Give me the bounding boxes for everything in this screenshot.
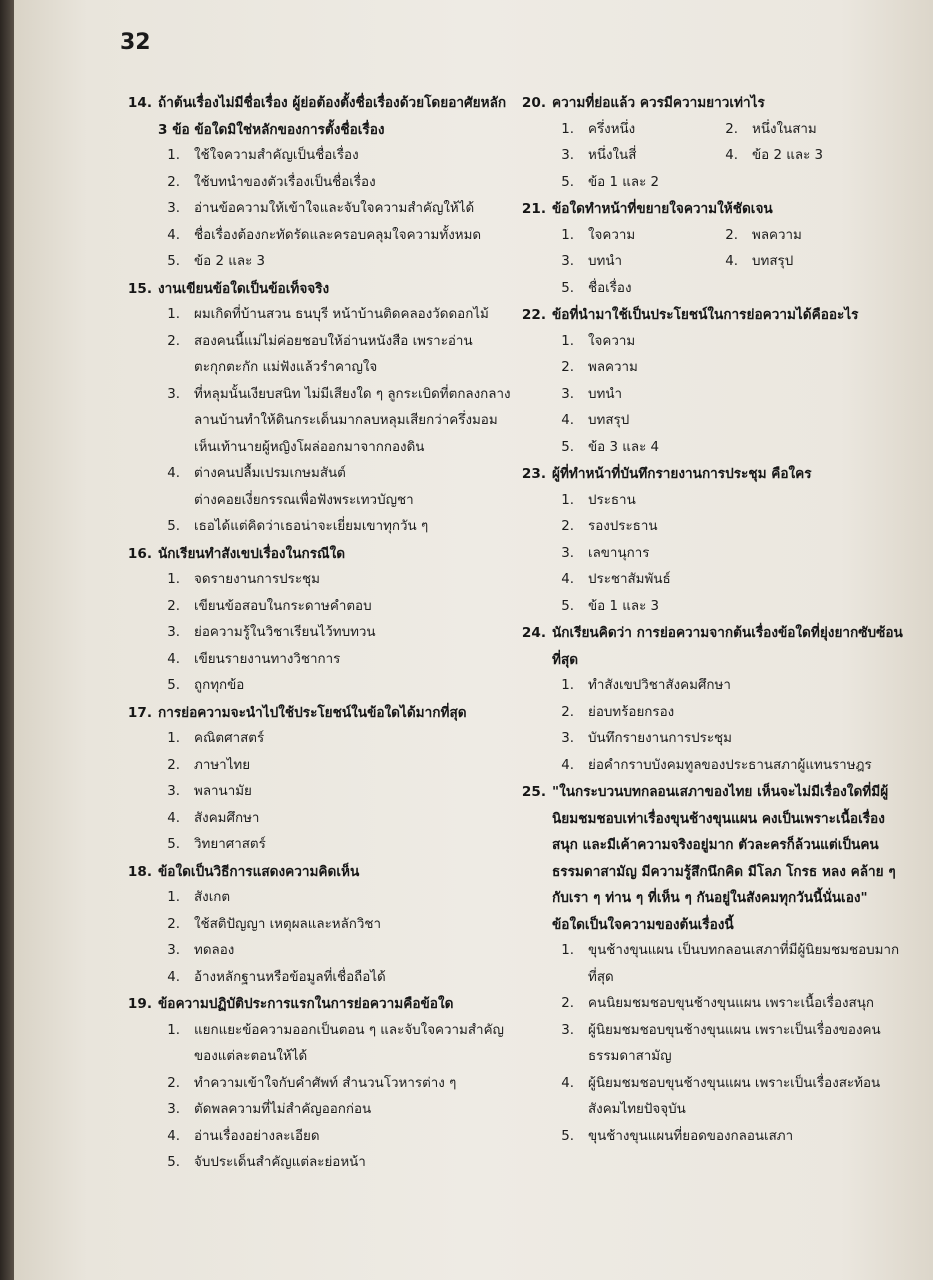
answer-option xyxy=(116,249,514,276)
question-heading xyxy=(116,276,514,303)
question-number: 22. xyxy=(521,307,546,323)
answer-option xyxy=(116,753,514,780)
question-text: ข้อใดเป็นวิธีการแสดงความคิดเห็น xyxy=(158,863,360,880)
option-grid xyxy=(510,117,910,197)
option-number: 1. xyxy=(561,943,574,958)
option-number: 4. xyxy=(167,466,180,481)
option-number: 5. xyxy=(167,837,180,852)
answer-option xyxy=(116,806,514,833)
option-number: 4. xyxy=(725,254,738,269)
answer-option xyxy=(510,567,910,594)
option-number: 1. xyxy=(167,890,180,905)
answer-option xyxy=(510,382,910,409)
option-number: 4. xyxy=(561,757,574,773)
answer-option xyxy=(510,170,710,197)
answer-option xyxy=(510,276,710,303)
question-number: 18. xyxy=(127,863,152,880)
answer-option xyxy=(510,355,910,382)
option-number: 4. xyxy=(725,148,738,163)
question-heading xyxy=(116,991,514,1018)
option-number: 5. xyxy=(561,598,574,614)
option-number: 1. xyxy=(561,333,574,349)
question-heading xyxy=(510,620,910,673)
option-number: 2. xyxy=(561,704,574,720)
book-page xyxy=(14,0,933,1280)
option-number: 3. xyxy=(561,545,574,561)
answer-option xyxy=(510,1124,910,1151)
question-heading xyxy=(510,302,910,329)
answer-option xyxy=(510,329,910,356)
option-number: 1. xyxy=(167,307,180,322)
option-text: ขุนช้างขุนแผน เป็นบทกลอนเสภาที่มีผู้นิยมชมชอบมากที่สุด xyxy=(588,943,900,985)
answer-option xyxy=(116,1150,514,1177)
answer-option xyxy=(116,170,514,197)
answer-option xyxy=(510,991,910,1018)
answer-option xyxy=(510,117,710,144)
question-text: ถ้าต้นเรื่องไม่มีชื่อเรื่อง ผู้ย่อต้องตั้งชื่อเรื่องด้วยโดยอาศัยหลัก 3 ข้อ ข้อใดมิใช่หลักของการตั้งชื่อเรื่อง xyxy=(158,95,507,138)
answer-option xyxy=(116,1071,514,1098)
question-block xyxy=(510,779,910,1150)
option-number: 3. xyxy=(561,731,574,746)
question-number: 25. xyxy=(521,784,546,800)
option-number: 2. xyxy=(167,598,180,614)
question-text: งานเขียนข้อใดเป็นข้อเท็จจริง xyxy=(158,280,330,297)
option-text: ชื่อเรื่อง xyxy=(588,280,632,296)
answer-option xyxy=(116,382,514,462)
answer-option xyxy=(510,594,910,621)
option-grid xyxy=(510,223,910,303)
question-number: 23. xyxy=(521,466,546,482)
option-number: 1. xyxy=(167,572,180,587)
answer-option xyxy=(116,594,514,621)
option-number: 3. xyxy=(167,386,180,402)
question-block xyxy=(116,859,514,992)
answer-option xyxy=(116,673,514,700)
question-block xyxy=(510,302,910,461)
option-text: สองคนนี้แม่ไม่ค่อยชอบให้อ่านหนังสือ เพราะอ่านตะกุกตะกัก แม่ฟังแล้วรำคาญใจ xyxy=(194,333,473,375)
option-number: 3. xyxy=(167,784,180,799)
answer-option xyxy=(116,1124,514,1151)
option-text: ภาษาไทย xyxy=(194,757,251,773)
option-text: อ่านเรื่องอย่างละเอียด xyxy=(194,1128,320,1144)
option-number: 4. xyxy=(167,810,180,826)
question-number: 17. xyxy=(127,704,152,721)
answer-option xyxy=(116,514,514,541)
option-text: ถูกทุกข้อ xyxy=(194,678,245,693)
option-number: 1. xyxy=(167,1022,180,1038)
option-number: 3. xyxy=(561,386,574,402)
option-text: ประชาสัมพันธ์ xyxy=(588,572,671,587)
option-text: ใจความ xyxy=(588,333,636,349)
answer-option xyxy=(510,673,910,700)
question-number: 19. xyxy=(127,996,152,1012)
option-text: เขียนรายงานทางวิชาการ xyxy=(194,651,341,667)
option-text: ใช้ใจความสำคัญเป็นชื่อเรื่อง xyxy=(194,148,359,163)
option-text: บทนำ xyxy=(588,254,622,269)
option-text: ผมเกิดที่บ้านสวน ธนบุรี หน้าบ้านติดคลองวัดดอกไม้ xyxy=(194,307,489,322)
option-number: 2. xyxy=(167,333,180,349)
question-block xyxy=(510,196,910,302)
answer-option xyxy=(510,408,910,435)
question-block xyxy=(510,461,910,620)
answer-option xyxy=(710,117,910,144)
book-binding xyxy=(0,0,14,1280)
question-heading xyxy=(116,90,514,143)
option-text: ข้อ 2 และ 3 xyxy=(752,148,824,163)
option-number: 3. xyxy=(167,625,180,640)
option-text: ย่อบทร้อยกรอง xyxy=(588,704,675,720)
answer-option xyxy=(116,196,514,223)
right-column xyxy=(510,90,910,1150)
option-text: เธอได้แต่คิดว่าเธอน่าจะเยี่ยมเขาทุกวัน ๆ xyxy=(194,519,429,534)
answer-option xyxy=(510,223,710,250)
answer-option xyxy=(510,1071,910,1124)
option-number: 2. xyxy=(561,360,574,375)
answer-option xyxy=(116,1018,514,1071)
option-text: ข้อ 3 และ 4 xyxy=(588,439,660,455)
answer-option xyxy=(116,567,514,594)
question-block xyxy=(510,620,910,779)
option-text: ทำความเข้าใจกับคำศัพท์ สำนวนโวหารต่าง ๆ xyxy=(194,1075,457,1091)
question-text: ข้อที่นำมาใช้เป็นประโยชน์ในการย่อความได้คืออะไร xyxy=(552,307,859,323)
option-text: หนึ่งในสาม xyxy=(752,121,817,137)
option-text: คนนิยมชมชอบขุนช้างขุนแผน เพราะเนื้อเรื่องสนุก xyxy=(588,996,874,1011)
question-text: ความที่ย่อแล้ว ควรมีความยาวเท่าไร xyxy=(552,95,765,111)
question-text: ข้อความปฏิบัติประการแรกในการย่อความคือข้อใด xyxy=(158,996,454,1012)
question-block xyxy=(116,90,514,276)
option-number: 1. xyxy=(561,492,574,508)
option-text: บทนำ xyxy=(588,386,622,402)
option-number: 5. xyxy=(561,280,574,296)
option-text: ผู้นิยมชมชอบขุนช้างขุนแผน เพราะเป็นเรื่องของคนธรรมดาสามัญ xyxy=(588,1022,881,1064)
option-text: เขียนข้อสอบในกระดาษคำตอบ xyxy=(194,598,372,614)
option-text: ใช้บทนำของตัวเรื่องเป็นชื่อเรื่อง xyxy=(194,174,376,190)
option-text: ครึ่งหนึ่ง xyxy=(588,121,636,137)
option-text: ชื่อเรื่องต้องกะทัดรัดและครอบคลุมใจความทั้งหมด xyxy=(194,227,482,243)
option-text: พลความ xyxy=(588,360,638,375)
option-text: ตัดพลความที่ไม่สำคัญออกก่อน xyxy=(194,1102,372,1117)
option-text: ข้อ 1 และ 2 xyxy=(588,174,660,190)
answer-option xyxy=(510,435,910,462)
answer-option xyxy=(116,302,514,329)
question-text: "ในกระบวนบทกลอนเสภาของไทย เห็นจะไม่มีเรื่องใดที่มีผู้นิยมชมชอบเท่าเรื่องขุนช้างขุนแผน คงเป็นเพราะเนื้อเรื่องสนุก และมีเค้าความจริงอยู่มาก ตัวละครก็ล้วนแต่เป็นคนธรรมดาสามัญ มีความรู้สึกนึกคิด มีโลภ โกรธ หลง คล้าย ๆกับเรา ๆ ท่าน ๆ ที่เห็น ๆ กันอยู่ในสังคมทุกวันนี้นั่นเอง" xyxy=(552,784,896,906)
option-number: 2. xyxy=(167,174,180,190)
option-text: ข้อ 1 และ 3 xyxy=(588,598,660,614)
question-number: 16. xyxy=(127,545,152,562)
answer-option xyxy=(116,885,514,912)
option-number: 5. xyxy=(561,174,574,190)
answer-option xyxy=(116,779,514,806)
option-number: 3. xyxy=(561,148,574,163)
answer-option xyxy=(510,541,910,568)
left-column xyxy=(116,90,514,1177)
option-number: 3. xyxy=(167,943,180,958)
option-text: แยกแยะข้อความออกเป็นตอน ๆ และจับใจความสำคัญของแต่ละตอนให้ได้ xyxy=(194,1022,504,1064)
question-number: 14. xyxy=(127,95,152,111)
option-text: ข้อ 2 และ 3 xyxy=(194,254,266,269)
option-number: 2. xyxy=(725,227,738,243)
option-number: 1. xyxy=(167,731,180,746)
option-text: จับประเด็นสำคัญแต่ละย่อหน้า xyxy=(194,1155,366,1170)
option-number: 3. xyxy=(561,1022,574,1038)
option-number: 1. xyxy=(561,227,574,243)
answer-option xyxy=(116,620,514,647)
option-number: 3. xyxy=(561,254,574,269)
option-text: ย่อคำกราบบังคมทูลของประธานสภาผู้แทนราษฎร xyxy=(588,757,872,773)
option-text: ขุนช้างขุนแผนที่ยอดของกลอนเสภา xyxy=(588,1128,794,1144)
answer-option xyxy=(116,832,514,859)
option-text: อ้างหลักฐานหรือข้อมูลที่เชื่อถือได้ xyxy=(194,969,386,985)
option-number: 2. xyxy=(167,757,180,773)
option-text: ต่างคนปลื้มเปรมเกษมสันต์ xyxy=(194,466,346,481)
option-text: จดรายงานการประชุม xyxy=(194,572,320,587)
question-heading xyxy=(510,196,910,223)
option-text: บทสรุป xyxy=(752,254,794,269)
question-heading xyxy=(116,541,514,568)
question-heading xyxy=(510,779,910,912)
option-text: บันทึกรายงานการประชุม xyxy=(588,731,732,746)
option-text: ที่หลุมนั้นเงียบสนิท ไม่มีเสียงใด ๆ ลูกระเบิดที่ตกลงกลางลานบ้านทำให้ดินกระเด็นมากลบหลุมเสียกว่าครึ่งมอมเห็นเท้านายผู้หญิงโผล่ออกมาจากกองดิน xyxy=(194,386,511,455)
option-number: 5. xyxy=(167,254,180,269)
option-text: ประธาน xyxy=(588,492,636,508)
page-number: 32 xyxy=(120,30,151,55)
option-text: เลขานุการ xyxy=(588,545,650,561)
option-number: 5. xyxy=(167,519,180,534)
option-number: 1. xyxy=(561,121,574,137)
question-number: 24. xyxy=(521,625,546,641)
option-text: ต่างคอยเงี่ยกรรณเพื่อฟังพระเทวบัญชา xyxy=(194,492,414,508)
answer-option xyxy=(510,1018,910,1071)
option-number: 5. xyxy=(167,678,180,693)
option-number: 4. xyxy=(561,413,574,428)
option-number: 4. xyxy=(167,1128,180,1144)
option-number: 5. xyxy=(561,439,574,455)
answer-option xyxy=(116,912,514,939)
question-number: 21. xyxy=(521,201,546,217)
question-number: 15. xyxy=(127,280,152,297)
option-text: พลความ xyxy=(752,227,802,243)
question-block xyxy=(116,276,514,541)
option-text: คณิตศาสตร์ xyxy=(194,731,265,746)
option-text: บทสรุป xyxy=(588,413,630,428)
answer-option xyxy=(710,249,910,276)
answer-option xyxy=(510,753,910,780)
option-number: 5. xyxy=(561,1128,574,1144)
answer-option xyxy=(116,726,514,753)
answer-option xyxy=(510,514,910,541)
answer-option xyxy=(116,647,514,674)
answer-option xyxy=(116,1097,514,1124)
question-number: 20. xyxy=(521,95,546,111)
answer-option xyxy=(116,488,514,515)
answer-option xyxy=(510,488,910,515)
option-text: ย่อความรู้ในวิชาเรียนไว้ทบทวน xyxy=(194,625,376,640)
question-subprompt: ข้อใดเป็นใจความของต้นเรื่องนี้ xyxy=(552,916,734,933)
option-number: 2. xyxy=(167,1075,180,1091)
answer-option xyxy=(116,223,514,250)
option-text: ผู้นิยมชมชอบขุนช้างขุนแผน เพราะเป็นเรื่องสะท้อนสังคมไทยปัจจุบัน xyxy=(588,1075,881,1117)
option-text: หนึ่งในสี่ xyxy=(588,148,637,163)
answer-option xyxy=(116,965,514,992)
option-text: สังเกต xyxy=(194,890,231,905)
option-number: 3. xyxy=(167,1102,180,1117)
question-text: นักเรียนทำสังเขปเรื่องในกรณีใด xyxy=(158,545,346,562)
answer-option xyxy=(510,143,710,170)
question-block xyxy=(116,541,514,700)
question-heading xyxy=(510,90,910,117)
question-text: นักเรียนคิดว่า การย่อความจากต้นเรื่องข้อใดที่ยุ่งยากซับซ้อนที่สุด xyxy=(552,625,903,668)
option-text: ใช้สติปัญญา เหตุผลและหลักวิชา xyxy=(194,916,382,932)
question-block xyxy=(116,700,514,859)
question-block xyxy=(510,90,910,196)
option-text: สังคมศึกษา xyxy=(194,810,260,826)
option-number: 2. xyxy=(561,996,574,1011)
option-number: 4. xyxy=(561,572,574,587)
answer-option xyxy=(510,938,910,991)
question-heading xyxy=(116,859,514,886)
answer-option xyxy=(116,938,514,965)
answer-option xyxy=(116,461,514,488)
question-block xyxy=(116,991,514,1177)
question-text: ข้อใดทำหน้าที่ขยายใจความให้ชัดเจน xyxy=(552,201,773,217)
option-number: 2. xyxy=(167,916,180,932)
option-number: 3. xyxy=(167,201,180,216)
answer-option xyxy=(710,143,910,170)
option-number: 1. xyxy=(561,678,574,693)
answer-option xyxy=(510,249,710,276)
option-text: วิทยาศาสตร์ xyxy=(194,837,266,852)
option-number: 5. xyxy=(167,1155,180,1170)
answer-option xyxy=(510,726,910,753)
answer-option xyxy=(710,223,910,250)
answer-option xyxy=(116,329,514,382)
question-text: การย่อความจะนำไปใช้ประโยชน์ในข้อใดได้มากที่สุด xyxy=(158,704,467,721)
answer-option xyxy=(510,700,910,727)
option-number: 4. xyxy=(561,1075,574,1091)
question-text: ผู้ที่ทำหน้าที่บันทึกรายงานการประชุม คือใคร xyxy=(552,466,812,482)
option-text: อ่านข้อความให้เข้าใจและจับใจความสำคัญให้ได้ xyxy=(194,201,475,216)
answer-option xyxy=(116,143,514,170)
question-heading xyxy=(510,461,910,488)
option-text: รองประธาน xyxy=(588,519,658,534)
option-number: 2. xyxy=(725,121,738,137)
option-text: ทดลอง xyxy=(194,943,235,958)
question-heading xyxy=(116,700,514,727)
option-number: 4. xyxy=(167,969,180,985)
option-number: 2. xyxy=(561,519,574,534)
option-number: 4. xyxy=(167,227,180,243)
option-text: พลานามัย xyxy=(194,784,252,799)
option-text: ใจความ xyxy=(588,227,636,243)
option-number: 4. xyxy=(167,651,180,667)
option-number: 1. xyxy=(167,148,180,163)
option-text: ทำสังเขปวิชาสังคมศึกษา xyxy=(588,678,731,693)
